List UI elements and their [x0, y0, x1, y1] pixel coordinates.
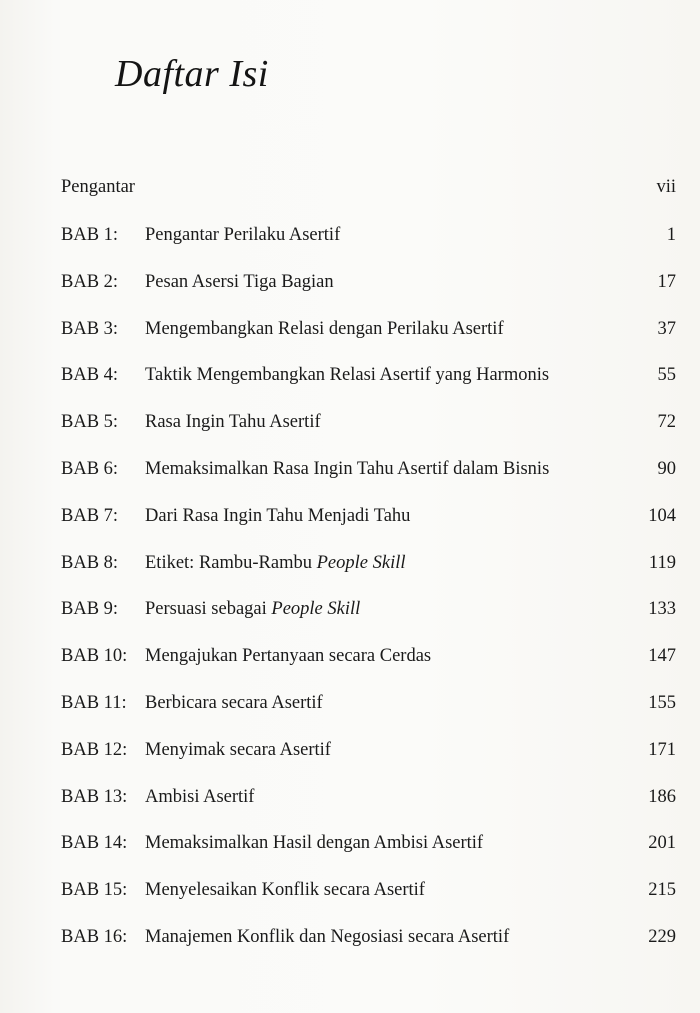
- chapter-title: [145, 220, 340, 250]
- chapter-title-part: Menyelesaikan Konflik secara Asertif: [145, 880, 425, 900]
- chapter-label-word: BAB: [61, 459, 100, 479]
- chapter-number-value: 15:: [103, 880, 128, 900]
- toc-page-number: 17: [657, 272, 676, 292]
- chapter-number: [61, 501, 123, 531]
- chapter-number-value: 6:: [103, 459, 119, 479]
- chapter-title-part: Persuasi sebagai: [145, 599, 272, 619]
- toc-page-number: 186: [648, 787, 676, 807]
- toc-page-number: 133: [648, 599, 676, 619]
- toc-page-number: vii: [656, 177, 676, 197]
- toc-page-number: 119: [648, 553, 676, 573]
- chapter-title: [145, 782, 254, 812]
- chapter-label: [61, 688, 127, 718]
- chapter-number-value: 12:: [103, 740, 128, 760]
- chapter-number-value: 10:: [103, 646, 128, 666]
- chapter-title-part: Berbicara secara Asertif: [145, 693, 323, 713]
- chapter-title: [145, 735, 331, 765]
- chapter-title-part: Mengajukan Pertanyaan secara Cerdas: [145, 646, 432, 666]
- chapter-label-word: BAB: [61, 927, 100, 947]
- toc-page-number: 104: [648, 506, 676, 526]
- chapter-label-word: BAB: [61, 553, 100, 573]
- chapter-number-value: 13:: [103, 787, 128, 807]
- chapter-title-part: Manajemen Konflik dan Negosiasi secara Asertif: [145, 927, 510, 947]
- chapter-number-value: 9:: [103, 599, 119, 619]
- chapter-label-word: BAB: [61, 787, 100, 807]
- chapter-title: [145, 360, 549, 390]
- toc-row: [0, 501, 700, 531]
- toc-page-number: 155: [648, 693, 676, 713]
- chapter-title: [145, 314, 504, 344]
- toc-page-number: 55: [657, 365, 676, 385]
- toc-page-number: 90: [657, 459, 676, 479]
- chapter-label: [61, 267, 123, 297]
- chapter-title: [145, 548, 406, 578]
- chapter-title-part: Dari Rasa Ingin Tahu Menjadi Tahu: [145, 506, 411, 526]
- chapter-title: [145, 267, 334, 297]
- toc-row: [0, 641, 700, 671]
- chapter-number: [61, 828, 128, 858]
- chapter-number: [61, 220, 123, 250]
- chapter-label: [61, 641, 128, 671]
- chapter-number: [61, 407, 123, 437]
- chapter-label-word: BAB: [61, 506, 100, 526]
- chapter-label-word: BAB: [61, 272, 100, 292]
- chapter-title-part: Ambisi Asertif: [145, 787, 255, 807]
- toc-row: [0, 220, 700, 250]
- chapter-label: [61, 360, 123, 390]
- chapter-number-value: 2:: [103, 272, 119, 292]
- chapter-number: [61, 267, 123, 297]
- chapter-number: [61, 548, 123, 578]
- chapter-label: [61, 828, 128, 858]
- chapter-number-value: 16:: [103, 927, 128, 947]
- chapter-title-part: People Skill: [271, 599, 361, 619]
- chapter-label-word: BAB: [61, 225, 100, 245]
- toc-row: [0, 454, 700, 484]
- chapter-label: [61, 314, 123, 344]
- chapter-title-part: Pesan Asersi Tiga Bagian: [145, 272, 334, 292]
- page-title: Daftar Isi: [115, 53, 269, 95]
- chapter-number: [61, 454, 123, 484]
- chapter-number-value: 3:: [103, 319, 119, 339]
- chapter-number-value: 11:: [103, 693, 127, 713]
- chapter-title: [145, 454, 549, 484]
- chapter-label: [61, 501, 123, 531]
- chapter-label-word: BAB: [61, 880, 100, 900]
- chapter-title-part: Memaksimalkan Rasa Ingin Tahu Asertif dalam Bisnis: [145, 459, 550, 479]
- toc-page-number: 171: [648, 740, 676, 760]
- chapter-title: [145, 875, 425, 905]
- toc-row: [0, 548, 700, 578]
- toc-intro-title: Pengantar: [61, 177, 135, 197]
- chapter-label: [61, 407, 123, 437]
- chapter-label-word: BAB: [61, 599, 100, 619]
- chapter-title-part: Mengembangkan Relasi dengan Perilaku Asertif: [145, 319, 504, 339]
- toc-row: [0, 782, 700, 812]
- chapter-label: [61, 454, 123, 484]
- chapter-label-word: BAB: [61, 740, 100, 760]
- chapter-title: [145, 688, 323, 718]
- chapter-title: [145, 922, 509, 952]
- toc-row: [0, 594, 700, 624]
- chapter-number-value: 14:: [103, 833, 128, 853]
- chapter-label-word: BAB: [61, 693, 100, 713]
- chapter-number-value: 7:: [103, 506, 119, 526]
- chapter-label: [61, 220, 123, 250]
- toc-row-intro: [0, 172, 700, 202]
- chapter-number: [61, 314, 123, 344]
- chapter-label: [61, 782, 128, 812]
- chapter-number-value: 8:: [103, 553, 119, 573]
- chapter-title-part: Taktik Mengembangkan Relasi Asertif yang Harmonis: [145, 365, 550, 385]
- chapter-title-part: Rasa Ingin Tahu Asertif: [145, 412, 321, 432]
- chapter-number: [61, 360, 123, 390]
- chapter-number: [61, 688, 127, 718]
- chapter-title-part: Memaksimalkan Hasil dengan Ambisi Asertif: [145, 833, 484, 853]
- toc-page-number: 215: [648, 880, 676, 900]
- chapter-number: [61, 782, 128, 812]
- toc-page-number: 37: [657, 319, 676, 339]
- toc-page-number: 72: [657, 412, 676, 432]
- toc-row: [0, 360, 700, 390]
- chapter-title-part: Pengantar Perilaku Asertif: [145, 225, 341, 245]
- toc-row: [0, 407, 700, 437]
- toc-row: [0, 735, 700, 765]
- chapter-title: [145, 594, 360, 624]
- chapter-title: [145, 641, 431, 671]
- chapter-number: [61, 735, 128, 765]
- chapter-title-part: Etiket: Rambu-Rambu: [145, 553, 317, 573]
- chapter-title: [145, 828, 483, 858]
- toc-page-number: 147: [648, 646, 676, 666]
- chapter-number: [61, 594, 123, 624]
- toc-page-number: 1: [666, 225, 676, 245]
- chapter-title-part: People Skill: [316, 553, 406, 573]
- toc-row: [0, 828, 700, 858]
- chapter-number-value: 1:: [103, 225, 119, 245]
- chapter-title: [145, 407, 321, 437]
- toc-row: [0, 922, 700, 952]
- chapter-label-word: BAB: [61, 412, 100, 432]
- chapter-label: [61, 594, 123, 624]
- toc-page-number: 201: [648, 833, 676, 853]
- toc-row: [0, 314, 700, 344]
- chapter-label-word: BAB: [61, 365, 100, 385]
- chapter-title-part: Menyimak secara Asertif: [145, 740, 331, 760]
- toc-row: [0, 875, 700, 905]
- toc-page-number: 229: [648, 927, 676, 947]
- toc-row: [0, 688, 700, 718]
- chapter-number-value: 4:: [103, 365, 119, 385]
- chapter-label-word: BAB: [61, 833, 100, 853]
- chapter-number: [61, 641, 128, 671]
- chapter-title: [145, 501, 410, 531]
- chapter-label: [61, 922, 128, 952]
- chapter-number: [61, 922, 128, 952]
- chapter-label-word: BAB: [61, 319, 100, 339]
- chapter-label-word: BAB: [61, 646, 100, 666]
- chapter-label: [61, 875, 128, 905]
- toc-row: [0, 267, 700, 297]
- chapter-label: [61, 735, 128, 765]
- chapter-number-value: 5:: [103, 412, 119, 432]
- chapter-label: [61, 548, 123, 578]
- chapter-number: [61, 875, 128, 905]
